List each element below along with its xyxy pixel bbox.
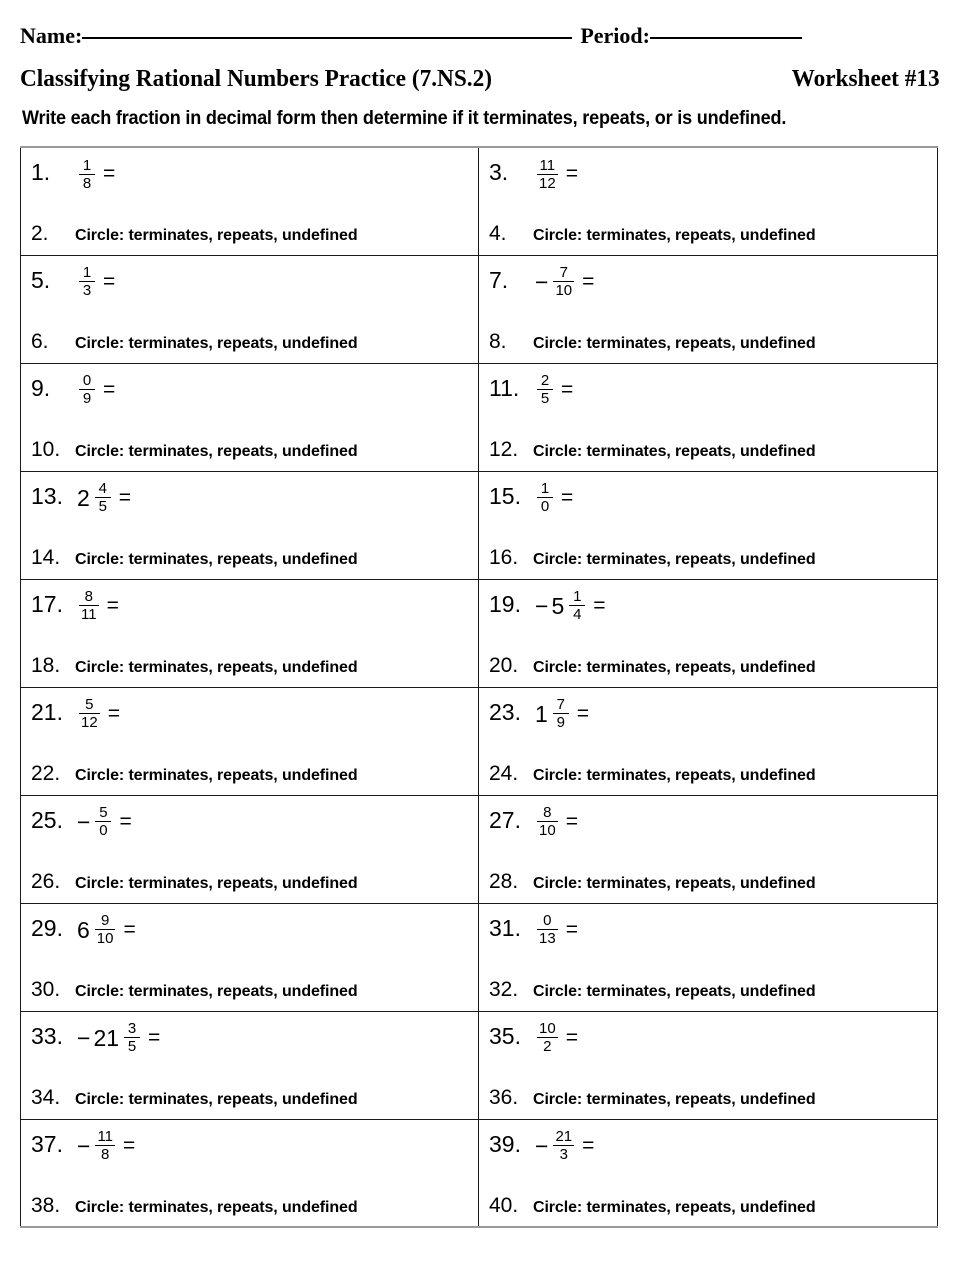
problem-cell (21, 363, 479, 471)
problem-number: 19. (489, 590, 521, 617)
fraction (79, 697, 100, 730)
circle-problem-number: 20. (489, 653, 519, 677)
answer-blank-area[interactable] (171, 806, 461, 846)
circle-problem-number: 32. (489, 977, 519, 1001)
equals-sign: = (123, 917, 136, 941)
answer-blank-area[interactable] (171, 590, 461, 630)
circle-prompt-text[interactable]: Circle: terminates, repeats, undefined (533, 1198, 816, 1216)
problem-cell (21, 795, 479, 903)
period-label: Period: (580, 23, 650, 48)
table-row (21, 903, 938, 1011)
fraction-expression (535, 262, 594, 300)
fraction-expression (77, 478, 131, 516)
fraction-numerator: 1 (540, 480, 550, 497)
problem-cell (479, 579, 938, 687)
fraction-expression (77, 802, 132, 840)
circle-prompt-line[interactable] (489, 222, 816, 246)
fraction-denominator: 3 (559, 1146, 568, 1163)
circle-prompt-line[interactable] (489, 438, 816, 462)
fraction-numerator: 7 (559, 264, 568, 281)
problem-cell-inner (479, 256, 937, 362)
fraction-numerator: 4 (98, 480, 107, 497)
fraction-expression (535, 910, 578, 948)
problem-cell-inner (21, 148, 478, 254)
fraction-numerator: 1 (82, 264, 92, 281)
problem-number: 31. (489, 914, 521, 941)
table-row (21, 795, 938, 903)
fraction-denominator: 12 (81, 714, 98, 731)
circle-prompt-line[interactable] (489, 654, 816, 678)
problem-cell (479, 795, 938, 903)
circle-prompt-line[interactable] (31, 654, 358, 678)
fraction (537, 158, 558, 191)
fraction-denominator: 12 (539, 174, 556, 192)
fraction (79, 158, 95, 191)
fraction-numerator: 5 (99, 804, 108, 821)
fraction-denominator: 0 (99, 822, 108, 839)
circle-prompt-line[interactable] (31, 1086, 358, 1110)
circle-prompt-line[interactable] (489, 1086, 816, 1110)
answer-blank-area[interactable] (171, 698, 461, 738)
fraction-expression (77, 586, 119, 624)
negative-sign: − (535, 1132, 549, 1159)
equals-sign: = (119, 809, 132, 833)
equals-sign: = (103, 162, 116, 185)
problem-number: 3. (489, 159, 509, 185)
fraction (95, 481, 111, 514)
fraction-numerator: 11 (97, 1128, 114, 1145)
circle-prompt-text[interactable]: Circle: terminates, repeats, undefined (75, 442, 358, 460)
problem-cell (21, 579, 479, 687)
problems-table-body (21, 147, 938, 1227)
fraction-numerator: 9 (100, 912, 110, 929)
equals-sign: = (565, 917, 578, 941)
fraction (95, 1129, 115, 1162)
circle-prompt-text[interactable]: Circle: terminates, repeats, undefined (533, 658, 816, 676)
fraction-denominator: 3 (82, 282, 92, 299)
fraction (79, 589, 99, 622)
answer-blank-area[interactable] (629, 1130, 919, 1170)
problem-cell (479, 903, 938, 1011)
problem-cell (21, 255, 479, 363)
answer-blank-area[interactable] (629, 158, 919, 198)
negative-sign: − (77, 1024, 91, 1051)
fraction-expression (77, 1018, 160, 1056)
equals-sign: = (148, 1025, 161, 1049)
equals-sign: = (123, 1133, 136, 1157)
circle-problem-number: 30. (31, 977, 61, 1001)
circle-problem-number: 12. (489, 437, 519, 461)
problem-cell-inner (479, 1120, 937, 1226)
circle-prompt-text[interactable]: Circle: terminates, repeats, undefined (533, 982, 816, 1000)
circle-problem-number: 24. (489, 761, 519, 785)
problem-cell (21, 687, 479, 795)
fraction-denominator: 5 (98, 498, 107, 515)
fraction-numerator: 21 (555, 1128, 573, 1145)
problem-cell-inner (21, 1012, 478, 1118)
negative-sign: − (535, 268, 549, 295)
fraction-denominator: 13 (539, 930, 556, 947)
circle-problem-number: 2. (31, 222, 49, 245)
circle-prompt-text[interactable]: Circle: terminates, repeats, undefined (75, 982, 358, 1000)
fraction-denominator: 5 (127, 1038, 137, 1055)
equals-sign: = (103, 269, 116, 293)
fraction-numerator: 0 (82, 372, 92, 389)
table-row (21, 687, 938, 795)
problem-number: 35. (489, 1022, 521, 1049)
answer-blank-area[interactable] (171, 1022, 461, 1062)
problem-number: 5. (31, 266, 51, 293)
equals-sign: = (593, 593, 606, 617)
problem-cell-inner (21, 1120, 478, 1226)
problem-number: 13. (31, 482, 63, 509)
circle-prompt-text[interactable]: Circle: terminates, repeats, undefined (75, 1090, 358, 1108)
circle-problem-number: 26. (31, 869, 61, 893)
problem-cell-inner (479, 1012, 937, 1118)
problem-cell (21, 147, 479, 255)
problem-number: 7. (489, 266, 509, 293)
problem-cell-inner (479, 796, 937, 902)
problem-cell-inner (479, 472, 937, 578)
problem-cell-inner (21, 364, 478, 470)
problem-cell (479, 1011, 938, 1119)
equals-sign: = (561, 485, 574, 509)
problem-number: 11. (489, 374, 520, 401)
worksheet-number: Worksheet #13 (791, 66, 940, 92)
problem-number: 17. (31, 590, 63, 617)
fraction-expression (535, 1018, 578, 1056)
circle-prompt-text[interactable]: Circle: terminates, repeats, undefined (533, 334, 816, 352)
answer-blank-area[interactable] (629, 374, 919, 414)
fraction-expression (535, 478, 573, 516)
name-label: Name: (20, 23, 83, 48)
fraction-denominator: 8 (101, 1146, 110, 1163)
equals-sign: = (561, 377, 574, 401)
fraction-denominator: 11 (81, 606, 97, 623)
circle-problem-number: 36. (489, 1085, 519, 1109)
problem-cell-inner (479, 580, 937, 686)
fraction-expression (535, 586, 606, 624)
circle-prompt-text[interactable]: Circle: terminates, repeats, undefined (75, 874, 358, 892)
table-row (21, 579, 938, 687)
circle-prompt-line[interactable] (31, 978, 358, 1002)
circle-prompt-line[interactable] (489, 1194, 816, 1218)
circle-prompt-line[interactable] (31, 438, 358, 462)
problem-cell-inner (479, 148, 937, 254)
circle-problem-number: 38. (31, 1193, 61, 1217)
circle-prompt-line[interactable] (31, 222, 358, 246)
fraction-denominator: 10 (96, 930, 114, 947)
circle-prompt-text[interactable]: Circle: terminates, repeats, undefined (533, 1090, 816, 1108)
fraction-expression (535, 370, 573, 408)
fraction (79, 373, 95, 406)
circle-prompt-line[interactable] (489, 330, 816, 354)
fraction-numerator: 2 (540, 372, 550, 389)
circle-problem-number: 16. (489, 545, 519, 569)
equals-sign: = (576, 701, 590, 725)
fraction (79, 265, 95, 298)
circle-prompt-line[interactable] (31, 762, 358, 786)
problem-cell (21, 1011, 479, 1119)
fraction (553, 265, 574, 298)
fraction (553, 697, 569, 730)
circle-prompt-text[interactable]: Circle: terminates, repeats, undefined (75, 334, 358, 352)
fraction-denominator: 9 (556, 714, 565, 731)
name-period-row (20, 22, 940, 52)
circle-prompt-line[interactable] (31, 330, 358, 354)
problem-cell (21, 471, 479, 579)
circle-prompt-text[interactable]: Circle: terminates, repeats, undefined (533, 550, 816, 568)
fraction-numerator: 0 (543, 912, 552, 929)
fraction-expression (77, 154, 115, 192)
equals-sign: = (106, 593, 119, 617)
problem-number: 37. (31, 1130, 63, 1157)
circle-problem-number: 10. (31, 437, 61, 461)
negative-sign: − (77, 808, 91, 835)
problem-cell-inner (21, 472, 478, 578)
problem-number: 1. (31, 159, 51, 185)
fraction-numerator: 8 (543, 804, 552, 821)
fraction-denominator: 0 (540, 498, 550, 515)
fraction-denominator: 8 (82, 174, 92, 192)
problem-cell (479, 147, 938, 255)
period-blank-line[interactable] (650, 37, 802, 39)
fraction (569, 589, 585, 622)
problem-cell (21, 1119, 479, 1227)
circle-problem-number: 14. (31, 545, 61, 569)
problem-cell-inner (479, 904, 937, 1010)
fraction-numerator: 8 (84, 588, 93, 605)
title-row (20, 64, 940, 96)
problem-cell (479, 471, 938, 579)
fraction (124, 1021, 140, 1054)
circle-prompt-text[interactable]: Circle: terminates, repeats, undefined (75, 227, 358, 244)
answer-blank-area[interactable] (629, 266, 919, 306)
answer-blank-area[interactable] (171, 482, 461, 522)
problem-cell-inner (479, 688, 937, 794)
problem-cell-inner (21, 688, 478, 794)
problem-cell (479, 363, 938, 471)
fraction-expression (535, 1126, 594, 1164)
circle-problem-number: 40. (489, 1193, 519, 1217)
table-row (21, 1011, 938, 1119)
answer-blank-area[interactable] (171, 1130, 461, 1170)
fraction-expression (77, 370, 115, 408)
answer-blank-area[interactable] (629, 1022, 919, 1062)
equals-sign: = (582, 269, 595, 293)
answer-blank-area[interactable] (171, 374, 461, 414)
equals-sign: = (565, 162, 578, 185)
circle-prompt-line[interactable] (31, 870, 358, 894)
equals-sign: = (103, 377, 116, 401)
fraction-denominator: 10 (555, 282, 573, 299)
table-row (21, 471, 938, 579)
problem-cell (479, 687, 938, 795)
circle-prompt-text[interactable]: Circle: terminates, repeats, undefined (75, 766, 358, 784)
problem-number: 25. (31, 806, 63, 833)
problem-cell (479, 1119, 938, 1227)
page-title: Classifying Rational Numbers Practice (7.NS.2) (20, 66, 493, 92)
equals-sign: = (107, 701, 120, 725)
circle-problem-number: 34. (31, 1085, 61, 1109)
whole-number: 5 (551, 592, 565, 619)
fraction-numerator: 7 (556, 696, 565, 713)
fraction-expression (535, 154, 578, 192)
problem-number: 27. (489, 806, 521, 833)
whole-number: 6 (77, 916, 90, 943)
circle-prompt-line[interactable] (489, 978, 816, 1002)
fraction-denominator: 2 (543, 1038, 552, 1055)
negative-sign: − (535, 592, 549, 619)
table-row (21, 255, 938, 363)
problem-cell-inner (21, 796, 478, 902)
fraction-expression (77, 1126, 135, 1164)
circle-prompt-text[interactable]: Circle: terminates, repeats, undefined (75, 1198, 358, 1216)
fraction (553, 1129, 574, 1162)
fraction-numerator: 10 (539, 1020, 556, 1037)
table-row (21, 1119, 938, 1227)
answer-blank-area[interactable] (629, 806, 919, 846)
circle-prompt-text[interactable]: Circle: terminates, repeats, undefined (533, 874, 816, 892)
problems-table (20, 146, 938, 1228)
problem-cell-inner (21, 904, 478, 1010)
fraction-numerator: 5 (85, 696, 94, 713)
fraction (95, 805, 111, 838)
fraction (95, 913, 116, 946)
circle-problem-number: 8. (489, 329, 507, 353)
problem-number: 21. (31, 698, 63, 725)
circle-prompt-line[interactable] (31, 546, 358, 570)
circle-prompt-line[interactable] (31, 1194, 358, 1218)
circle-prompt-text[interactable]: Circle: terminates, repeats, undefined (533, 442, 816, 460)
circle-prompt-text[interactable]: Circle: terminates, repeats, undefined (533, 227, 816, 244)
fraction-numerator: 1 (573, 588, 582, 605)
fraction-expression (535, 694, 589, 732)
fraction (537, 805, 558, 838)
fraction-expression (77, 694, 120, 732)
problem-number: 39. (489, 1130, 521, 1157)
fraction (537, 481, 553, 514)
circle-prompt-text[interactable]: Circle: terminates, repeats, undefined (75, 658, 358, 676)
circle-problem-number: 18. (31, 653, 61, 677)
name-blank-line[interactable] (82, 37, 572, 39)
problem-cell-inner (479, 364, 937, 470)
fraction-expression (77, 910, 136, 948)
circle-problem-number: 22. (31, 761, 61, 785)
circle-problem-number: 28. (489, 869, 519, 893)
answer-blank-area[interactable] (629, 482, 919, 522)
whole-number: 2 (77, 484, 90, 511)
circle-prompt-line[interactable] (489, 546, 816, 570)
circle-prompt-line[interactable] (489, 870, 816, 894)
answer-blank-area[interactable] (171, 914, 461, 954)
problem-cell-inner (21, 256, 478, 362)
equals-sign: = (582, 1133, 595, 1157)
problem-number: 33. (31, 1022, 63, 1049)
circle-prompt-text[interactable]: Circle: terminates, repeats, undefined (533, 766, 816, 784)
answer-blank-area[interactable] (629, 698, 919, 738)
problem-number: 9. (31, 374, 51, 401)
equals-sign: = (565, 1025, 578, 1049)
fraction-expression (77, 262, 115, 300)
problem-cell (479, 255, 938, 363)
table-row (21, 363, 938, 471)
whole-number: 1 (535, 700, 548, 727)
problem-cell-inner (21, 580, 478, 686)
negative-sign: − (77, 1132, 91, 1159)
fraction-numerator: 11 (539, 156, 556, 174)
fraction (537, 1021, 558, 1054)
fraction (537, 373, 553, 406)
table-row (21, 147, 938, 255)
answer-blank-area[interactable] (171, 158, 461, 198)
whole-number: 21 (93, 1024, 120, 1051)
answer-blank-area[interactable] (629, 914, 919, 954)
circle-problem-number: 6. (31, 329, 49, 353)
equals-sign: = (565, 809, 578, 833)
answer-blank-area[interactable] (629, 590, 919, 630)
equals-sign: = (118, 485, 132, 509)
problem-cell (21, 903, 479, 1011)
fraction-numerator: 3 (127, 1020, 137, 1037)
fraction (537, 913, 558, 946)
fraction-expression (535, 802, 578, 840)
fraction-denominator: 5 (540, 390, 550, 407)
circle-problem-number: 4. (489, 222, 507, 245)
problem-number: 23. (489, 698, 521, 725)
circle-prompt-text[interactable]: Circle: terminates, repeats, undefined (75, 550, 358, 568)
fraction-numerator: 1 (82, 156, 92, 174)
instructions-text: Write each fraction in decimal form then determine if it terminates, repeats, or is undefined. (22, 108, 787, 129)
fraction-denominator: 4 (573, 606, 582, 623)
problem-number: 15. (489, 482, 521, 509)
answer-blank-area[interactable] (171, 266, 461, 306)
fraction-denominator: 10 (539, 822, 556, 839)
circle-prompt-line[interactable] (489, 762, 816, 786)
fraction-denominator: 9 (82, 390, 92, 407)
problem-number: 29. (31, 914, 63, 941)
